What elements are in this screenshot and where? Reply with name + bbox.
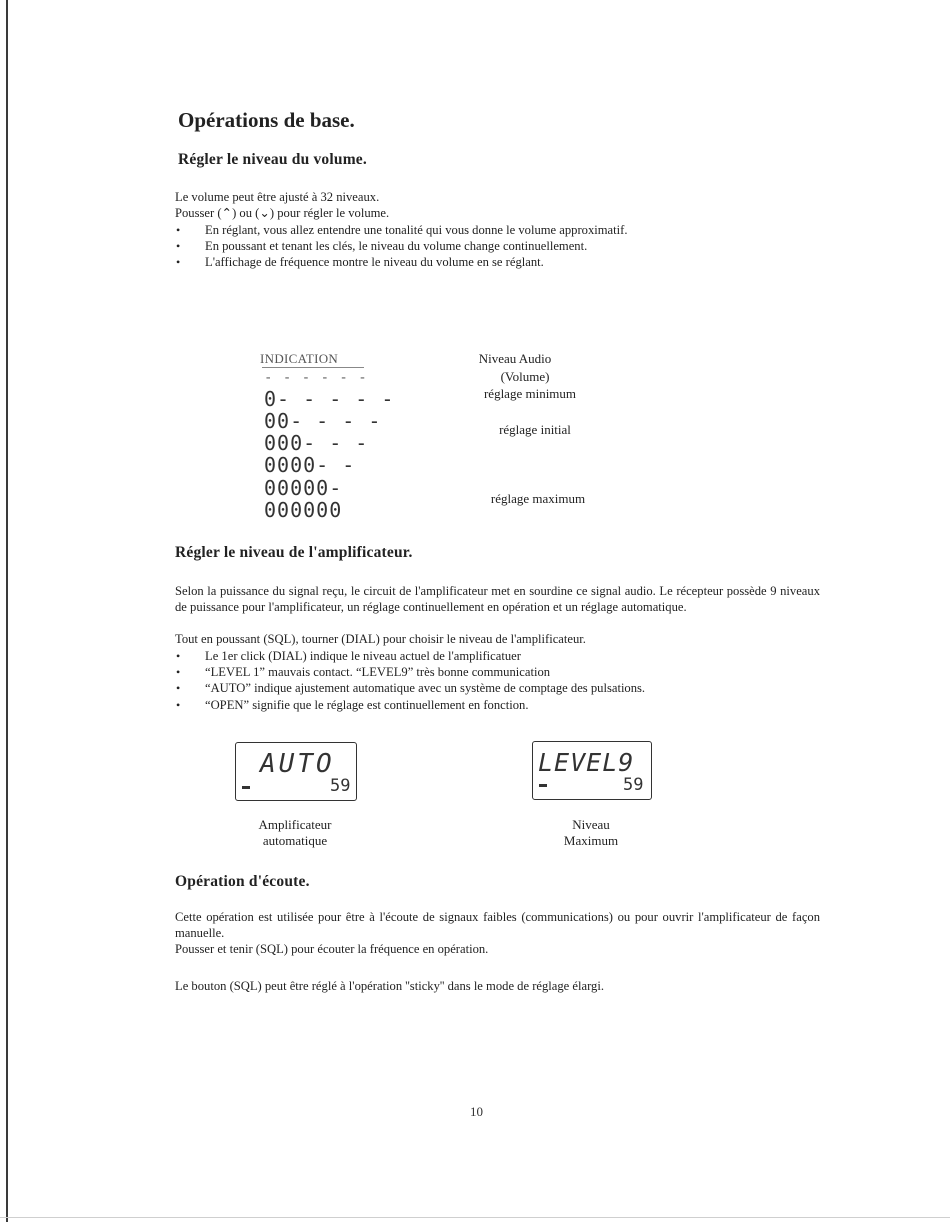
caption-level-2: Maximum (563, 833, 619, 848)
list-item: • En réglant, vous allez entendre une tonalité qui vous donne le volume approximatif. (176, 223, 628, 237)
signal-bar-icon (539, 784, 547, 787)
listening-paragraph: Cette opération est utilisée pour être à l'écoute de signaux faibles (communications) ou pour ouvrir l'amplificateur de façon manuelle. (175, 910, 820, 940)
indication-row-4: 0000- - (264, 453, 356, 477)
signal-bar-icon (242, 786, 250, 789)
volume-bullet-list (175, 222, 627, 271)
page-number: 10 (470, 1104, 483, 1119)
listening-line-2: Le bouton (SQL) peut être réglé à l'opération ''sticky'' dans le mode de réglage élargi. (175, 979, 605, 993)
indication-row-empty: - - - - - - (264, 370, 368, 386)
amplifier-line: Tout en poussant (SQL), tourner (DIAL) pour choisir le niveau de l'amplificateur. (175, 632, 586, 646)
caption-level-1: Niveau (572, 817, 610, 832)
amplifier-bullet-list (175, 648, 645, 713)
lcd-auto-main: AUTO (260, 749, 335, 779)
label-initial: réglage initial (499, 422, 571, 437)
lcd-level-main: LEVEL9 (538, 748, 635, 777)
indication-row-6: 000000 (264, 498, 343, 522)
amplifier-heading: Régler le niveau de l'amplificateur. (175, 544, 413, 561)
indication-header: INDICATION (260, 351, 339, 366)
indication-row-1: 0- - - - - (264, 387, 395, 411)
lcd-display-auto (235, 742, 357, 801)
indication-row-5: 00000- (264, 476, 343, 500)
amplifier-paragraph: Selon la puissance du signal reçu, le circuit de l'amplificateur met en sourdine ce signal audio. Le récepteur possède 9 niveaux de puissance pour l'amplificateur, un réglage continuellement en opération et un réglage automatique. (175, 584, 820, 614)
page-title: Opérations de base. (178, 108, 355, 132)
page-edge-bottom (0, 1217, 950, 1218)
list-item: • Le 1er click (DIAL) indique le niveau actuel de l'amplificatuer (176, 649, 521, 663)
label-min: réglage minimum (483, 386, 577, 401)
volume-line-1: Le volume peut être ajusté à 32 niveaux. (175, 190, 380, 204)
label-audio-level: Niveau Audio (478, 351, 552, 366)
listening-line-1: Pousser et tenir (SQL) pour écouter la fréquence en opération. (175, 942, 489, 956)
label-max: réglage maximum (490, 491, 586, 506)
list-item: • L'affichage de fréquence montre le niveau du volume en se réglant. (176, 255, 544, 270)
label-volume: (Volume) (500, 369, 550, 384)
list-item: • “LEVEL 1” mauvais contact. “LEVEL9” très bonne communication (176, 665, 551, 680)
volume-line-2: Pousser (⌃) ou (⌄) pour régler le volume. (175, 206, 390, 220)
indication-row-3: 000- - - (264, 431, 369, 455)
list-item: • En poussant et tenant les clés, le niveau du volume change continuellement. (176, 239, 588, 254)
lcd-auto-sub: 59 (330, 776, 351, 796)
caption-auto-1: Amplificateur (258, 817, 332, 832)
volume-heading: Régler le niveau du volume. (178, 151, 367, 168)
caption-auto-2: automatique (262, 833, 328, 848)
lcd-level-sub: 59 (623, 775, 644, 795)
page-edge-left (6, 0, 8, 1222)
listening-heading: Opération d'écoute. (175, 873, 310, 890)
indication-row-2: 00- - - - (264, 409, 382, 433)
lcd-display-level (532, 741, 652, 800)
list-item: • “OPEN” signifie que le réglage est continuellement en fonction. (176, 697, 529, 712)
list-item: • “AUTO” indique ajustement automatique avec un système de comptage des pulsations. (176, 681, 646, 696)
